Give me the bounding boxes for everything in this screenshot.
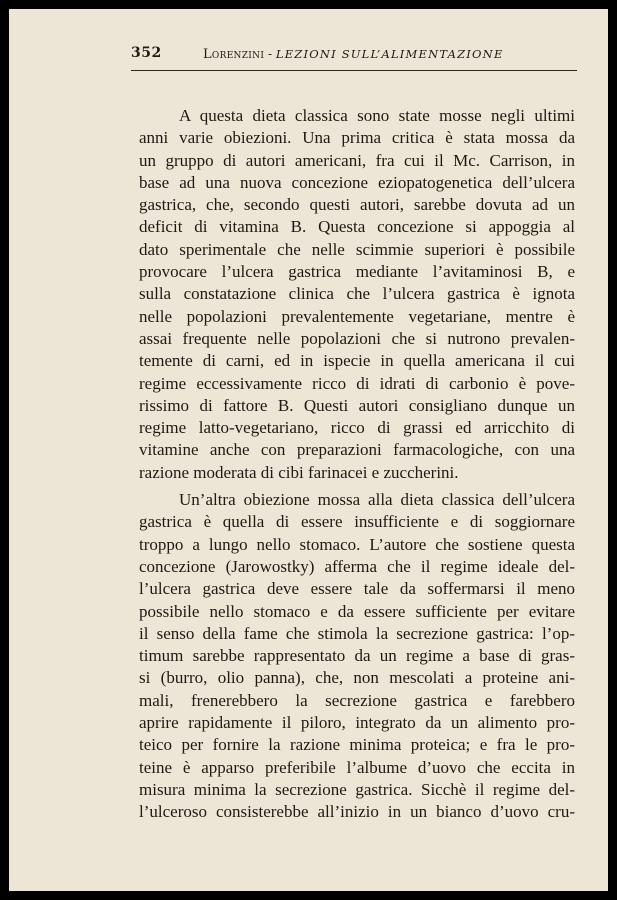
text-line: nelle popolazioni prevalentemente vegetariane, mentre è: [139, 306, 575, 326]
text-line: timum sarebbe rappresentato da un regime a base di gras-: [139, 646, 575, 666]
header-rule: [131, 70, 577, 71]
running-title: [203, 47, 504, 62]
text-line: l’ulcera gastrica deve essere tale da soffermarsi il meno: [139, 579, 575, 599]
text-line: si (burro, olio panna), che, non mescolati a proteine ani-: [139, 668, 575, 688]
page-number: 352: [131, 45, 162, 61]
text-line: sulla constatazione clinica che l’ulcera gastrica è ignota: [139, 284, 575, 304]
text-line: razione moderata di cibi farinacei e zuccherini.: [139, 462, 459, 482]
running-author: Lorenzini: [203, 47, 265, 62]
text-line: troppo a lungo nello stomaco. L’autore che sostiene questa: [139, 534, 575, 554]
text-line: temente di carni, ed in ispecie in quella americana il cui: [139, 351, 575, 371]
text-line: assai frequente nelle popolazioni che si nutrono prevalen-: [139, 328, 575, 348]
text-line: rissimo di fattore B. Questi autori consigliano dunque un: [139, 395, 575, 415]
running-header: [131, 43, 577, 71]
paragraph-2: [139, 489, 575, 823]
running-separator: -: [264, 47, 276, 61]
book-page: [9, 9, 608, 891]
text-line: regime eccessivamente ricco di idrati di carbonio è pove-: [139, 373, 575, 393]
text-line: A questa dieta classica sono state mosse negli ultimi: [179, 106, 575, 125]
text-line: misura minima la secrezione gastrica. Sicchè il regime del-: [139, 779, 575, 799]
text-line: base ad una nuova concezione eziopatogenetica dell’ulcera: [139, 172, 575, 192]
text-line: teine è apparso preferibile l’albume d’uovo che eccita in: [139, 757, 575, 777]
text-line: regime latto-vegetariano, ricco di grassi ed arricchito di: [139, 418, 575, 438]
text-line: teico per fornire la razione minima proteica; e fra le pro-: [139, 735, 575, 755]
body-text: [139, 105, 575, 824]
running-work-title: LEZIONI SULL’ALIMENTAZIONE: [275, 47, 504, 61]
text-line: possibile nello stomaco e da essere sufficiente per evitare: [139, 601, 575, 621]
text-line: deficit di vitamina B. Questa concezione si appoggia al: [139, 217, 575, 237]
paragraph-1: [139, 105, 575, 484]
text-line: un gruppo di autori americani, fra cui il Mc. Carrison, in: [139, 150, 575, 170]
text-line: mali, frenerebbero la secrezione gastrica e farebbero: [139, 690, 575, 710]
text-line: concezione (Jarowostky) afferma che il regime ideale del-: [139, 556, 575, 576]
text-line: aprire rapidamente il piloro, integrato da un alimento pro-: [139, 713, 575, 733]
text-line: gastrica è quella di essere insufficiente e di soggiornare: [139, 512, 575, 532]
text-line: Un’altra obiezione mossa alla dieta classica dell’ulcera: [179, 490, 575, 510]
text-line: vitamine anche con preparazioni farmacologiche, con una: [139, 440, 575, 460]
text-line: il senso della fame che stimola la secrezione gastrica: l’op-: [139, 623, 575, 643]
text-line: gastrica, che, secondo questi autori, sarebbe dovuta ad un: [139, 195, 575, 215]
text-line: provocare l’ulcera gastrica mediante l’avitaminosi B, e: [139, 262, 575, 282]
text-line: l’ulceroso consisterebbe all’inizio in un bianco d’uovo cru-: [139, 802, 575, 822]
text-line: dato sperimentale che nelle scimmie superiori è possibile: [139, 239, 575, 259]
text-line: anni varie obiezioni. Una prima critica è stata mossa da: [139, 128, 575, 148]
